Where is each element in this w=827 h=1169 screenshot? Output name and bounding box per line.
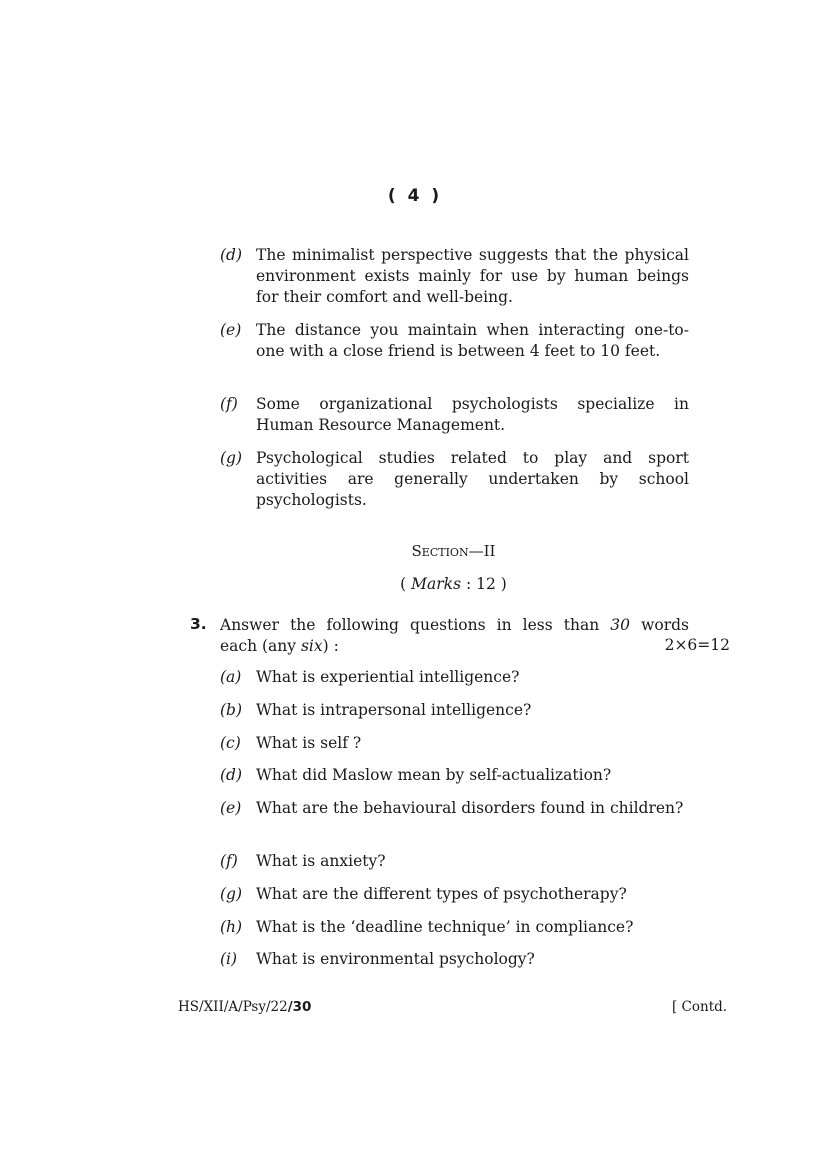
q-line1-num: 30: [610, 616, 631, 634]
marks-open: (: [400, 575, 412, 593]
question-score: 2×6=12: [664, 636, 730, 654]
item-text: What did Maslow mean by self-actualization?: [256, 766, 612, 784]
item-label: (g): [220, 885, 243, 903]
marks-word: Marks: [411, 575, 462, 593]
continued-note: [ Contd.: [672, 999, 728, 1015]
section-numeral: II: [483, 542, 496, 560]
question-line-2: [220, 636, 689, 657]
paper-code-prefix: HS/XII/A/Psy/22: [178, 999, 288, 1015]
question-g: [220, 884, 689, 905]
item-label: (d): [220, 766, 243, 784]
item-text: What is self ?: [256, 734, 362, 752]
item-label: (e): [220, 321, 242, 339]
statement-e: [220, 320, 689, 362]
q-line2-start: each (any: [220, 637, 301, 655]
question-b: [220, 700, 689, 721]
item-text: What is environmental psychology?: [256, 950, 535, 968]
item-text: Psychological studies related to play and sport activities are generally undertaken by school psychologists.: [256, 449, 689, 509]
item-label: (b): [220, 701, 243, 719]
paper-code-suffix: /30: [287, 999, 312, 1015]
page-number: ( 4 ): [387, 186, 440, 206]
item-label: (e): [220, 799, 242, 817]
item-label: (f): [220, 852, 238, 870]
item-label: (h): [220, 918, 243, 936]
item-label: (c): [220, 734, 241, 752]
item-text: The distance you maintain when interacting one-to-one with a close friend is between 4 feet to 10 feet.: [256, 321, 689, 360]
item-label: (g): [220, 449, 243, 467]
question-line-1: [220, 615, 689, 636]
item-text: What is anxiety?: [256, 852, 386, 870]
q-line1-start: Answer the following questions in less than: [220, 616, 611, 634]
section-word: Section: [411, 542, 469, 560]
statement-g: [220, 448, 689, 511]
item-label: (i): [220, 950, 238, 968]
question-text: [220, 615, 689, 657]
item-label: (d): [220, 246, 243, 264]
statement-d: [220, 245, 689, 308]
question-h: [220, 917, 689, 938]
item-text: What is intrapersonal intelligence?: [256, 701, 532, 719]
item-text: What are the behavioural disorders found in children?: [256, 799, 684, 817]
item-text: What is the ‘deadline technique’ in compliance?: [256, 918, 634, 936]
question-e: [220, 798, 689, 819]
item-text: Some organizational psychologists specialize in Human Resource Management.: [256, 395, 689, 434]
item-label: (a): [220, 668, 242, 686]
q-line1-end: words: [630, 616, 689, 634]
question-i: [220, 949, 689, 970]
question-f: [220, 851, 689, 872]
item-text: What are the different types of psychotherapy?: [256, 885, 627, 903]
item-text: What is experiential intelligence?: [256, 668, 520, 686]
question-c: [220, 733, 689, 754]
section-marks: [0, 575, 827, 593]
item-text: The minimalist perspective suggests that the physical environment exists mainly for use by human beings for their comfort and well-being.: [256, 246, 689, 306]
section-dash: —: [468, 542, 484, 560]
question-d: [220, 765, 689, 786]
statement-f: [220, 394, 689, 436]
paper-code: [178, 999, 311, 1015]
q-line2-end: ) :: [322, 637, 339, 655]
q-line2-italic: six: [300, 637, 323, 655]
question-number: 3.: [190, 615, 207, 633]
item-label: (f): [220, 395, 238, 413]
section-heading: [0, 542, 827, 560]
marks-value: : 12 ): [461, 575, 507, 593]
question-a: [220, 667, 689, 688]
